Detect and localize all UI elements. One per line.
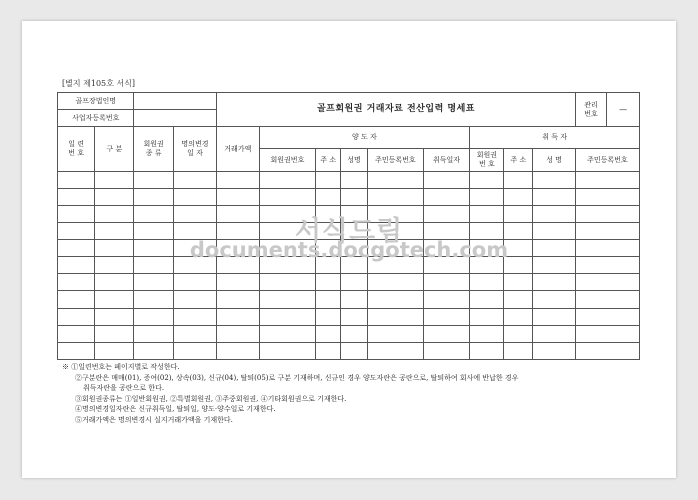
table-cell[interactable]: [134, 342, 173, 359]
table-cell[interactable]: [575, 342, 639, 359]
table-cell[interactable]: [259, 325, 316, 342]
category-header: 구 분: [95, 127, 134, 171]
table-cell[interactable]: [217, 325, 259, 342]
table-cell[interactable]: [58, 325, 95, 342]
table-cell[interactable]: [58, 188, 95, 205]
table-cell[interactable]: [368, 274, 424, 291]
table-cell[interactable]: [259, 342, 316, 359]
table-cell[interactable]: [259, 171, 316, 188]
table-cell[interactable]: [217, 308, 259, 325]
table-cell[interactable]: [173, 308, 216, 325]
table-cell[interactable]: [173, 291, 216, 308]
table-row: [58, 291, 640, 308]
table-cell[interactable]: [217, 342, 259, 359]
table-cell[interactable]: [95, 325, 134, 342]
table-cell[interactable]: [134, 291, 173, 308]
acquirer-resident-no-header: 주민등록번호: [575, 149, 639, 171]
transferor-resident-no-header: 주민등록번호: [368, 149, 424, 171]
transaction-price-header: 거래가액: [217, 127, 259, 171]
table-cell[interactable]: [504, 342, 533, 359]
table-cell[interactable]: [134, 274, 173, 291]
company-name-label: 골프장법인명: [58, 93, 134, 110]
table-cell[interactable]: [470, 188, 504, 205]
transferor-header: 양 도 자: [259, 127, 470, 149]
table-cell[interactable]: [368, 325, 424, 342]
acquirer-header: 취 득 자: [470, 127, 640, 149]
table-cell[interactable]: [316, 342, 341, 359]
table-row: [58, 171, 640, 188]
transferor-acquisition-date-header: 취득일자: [423, 149, 470, 171]
table-cell[interactable]: [533, 308, 575, 325]
table-cell[interactable]: [134, 171, 173, 188]
watermark-title: 서식드림: [294, 216, 404, 247]
table-cell[interactable]: [173, 274, 216, 291]
table-cell[interactable]: [341, 188, 368, 205]
table-cell[interactable]: [259, 291, 316, 308]
company-name-field[interactable]: [134, 93, 217, 110]
management-number-cell: [575, 93, 639, 127]
table-cell[interactable]: [134, 325, 173, 342]
table-row: [58, 274, 640, 291]
table-cell[interactable]: [173, 171, 216, 188]
table-cell[interactable]: [504, 171, 533, 188]
table-cell[interactable]: [575, 171, 639, 188]
table-cell[interactable]: [134, 308, 173, 325]
note-line: 취득자란을 공란으로 한다.: [83, 384, 165, 393]
entry-rows: [58, 171, 640, 359]
table-cell[interactable]: [316, 188, 341, 205]
table-cell[interactable]: [173, 188, 216, 205]
table-cell[interactable]: [575, 291, 639, 308]
instructions-notes: [62, 362, 642, 426]
table-cell[interactable]: [470, 308, 504, 325]
transferor-address-header: 주 소: [316, 149, 341, 171]
table-cell[interactable]: [423, 188, 470, 205]
serial-number-header: 일 련 번 호: [58, 127, 95, 171]
table-cell[interactable]: [341, 325, 368, 342]
table-cell[interactable]: [504, 274, 533, 291]
business-registration-label: 사업자등록번호: [58, 110, 134, 127]
table-cell[interactable]: [95, 291, 134, 308]
table-row: [58, 325, 640, 342]
table-cell[interactable]: [217, 274, 259, 291]
table-cell[interactable]: [423, 274, 470, 291]
table-cell[interactable]: [575, 274, 639, 291]
table-cell[interactable]: [95, 188, 134, 205]
table-cell[interactable]: [58, 308, 95, 325]
table-cell[interactable]: [533, 325, 575, 342]
table-cell[interactable]: [217, 171, 259, 188]
table-cell[interactable]: [423, 291, 470, 308]
table-cell[interactable]: [95, 342, 134, 359]
table-cell[interactable]: [95, 171, 134, 188]
table-row: [58, 308, 640, 325]
table-cell[interactable]: [533, 274, 575, 291]
table-row: [58, 342, 640, 359]
table-cell[interactable]: [173, 342, 216, 359]
table-cell[interactable]: [217, 188, 259, 205]
table-cell[interactable]: [259, 308, 316, 325]
note-line: ④명의변경일자란은 신규취득일, 탈퇴일, 양도·양수일로 기재한다.: [75, 405, 276, 414]
table-cell[interactable]: [368, 342, 424, 359]
table-cell[interactable]: [423, 325, 470, 342]
table-cell[interactable]: [316, 274, 341, 291]
table-cell[interactable]: [533, 342, 575, 359]
table-cell[interactable]: [470, 342, 504, 359]
watermark-url: documents.docgotech.com: [189, 238, 509, 262]
transfer-date-header: 명의변경 일 자: [173, 127, 216, 171]
table-cell[interactable]: [316, 325, 341, 342]
table-cell[interactable]: [95, 308, 134, 325]
table-cell[interactable]: [134, 188, 173, 205]
table-cell[interactable]: [504, 325, 533, 342]
table-cell[interactable]: [341, 171, 368, 188]
table-cell[interactable]: [533, 188, 575, 205]
note-line: ②구분란은 매매(01), 증여(02), 상속(03), 신규(04), 탈퇴(05)로 구분 기재하며, 신규인 경우 양도자란은 공란으로, 탈퇴하여 회사에 반납한 경우: [75, 373, 519, 382]
table-cell[interactable]: [58, 171, 95, 188]
table-cell[interactable]: [341, 291, 368, 308]
acquirer-address-header: 주 소: [504, 149, 533, 171]
table-cell[interactable]: [470, 171, 504, 188]
table-cell[interactable]: [470, 291, 504, 308]
table-cell[interactable]: [341, 342, 368, 359]
membership-type-header: 회원권 종 류: [134, 127, 173, 171]
table-cell[interactable]: [316, 308, 341, 325]
table-cell[interactable]: [368, 188, 424, 205]
management-number-label: 관리 번호: [576, 93, 607, 126]
transferor-membership-no-header: 회원권번호: [259, 149, 316, 171]
table-cell[interactable]: [368, 308, 424, 325]
note-line: ※ ①일련번호는 페이지별로 작성한다.: [62, 363, 180, 371]
management-number-value[interactable]: —: [619, 104, 628, 114]
table-cell[interactable]: [259, 188, 316, 205]
table-cell[interactable]: [423, 342, 470, 359]
table-cell[interactable]: [58, 274, 95, 291]
table-cell[interactable]: [504, 188, 533, 205]
table-cell[interactable]: [341, 308, 368, 325]
transferor-name-header: 성명: [341, 149, 368, 171]
table-cell[interactable]: [533, 291, 575, 308]
note-line: ③회원권종류는 ①일반회원권, ②특별회원권, ③주중회원권, ④기타회원권으로 기재한다.: [75, 394, 347, 403]
acquirer-name-header: 성 명: [533, 149, 575, 171]
table-cell[interactable]: [316, 171, 341, 188]
table-cell[interactable]: [533, 171, 575, 188]
table-cell[interactable]: [217, 291, 259, 308]
table-cell[interactable]: [58, 291, 95, 308]
table-cell[interactable]: [368, 171, 424, 188]
table-cell[interactable]: [368, 291, 424, 308]
acquirer-membership-no-header: 회원권 번 호: [470, 149, 504, 171]
table-cell[interactable]: [575, 308, 639, 325]
table-cell[interactable]: [173, 325, 216, 342]
table-cell[interactable]: [575, 188, 639, 205]
form-title: 골프회원권 거래자료 전산입력 명세표: [217, 93, 576, 127]
table-cell[interactable]: [470, 274, 504, 291]
table-row: [58, 188, 640, 205]
business-registration-field[interactable]: [134, 110, 217, 127]
table-cell[interactable]: [423, 171, 470, 188]
form-number: [별지 제105호 서식]: [62, 79, 135, 88]
table-cell[interactable]: [470, 325, 504, 342]
table-cell[interactable]: [504, 308, 533, 325]
table-cell[interactable]: [58, 342, 95, 359]
table-cell[interactable]: [504, 291, 533, 308]
table-cell[interactable]: [316, 291, 341, 308]
table-cell[interactable]: [423, 308, 470, 325]
table-cell[interactable]: [575, 325, 639, 342]
table-cell[interactable]: [341, 274, 368, 291]
table-cell[interactable]: [95, 274, 134, 291]
note-line: ⑤거래가액은 명의변경시 실지거래가액을 기재한다.: [75, 415, 233, 424]
table-cell[interactable]: [259, 274, 316, 291]
